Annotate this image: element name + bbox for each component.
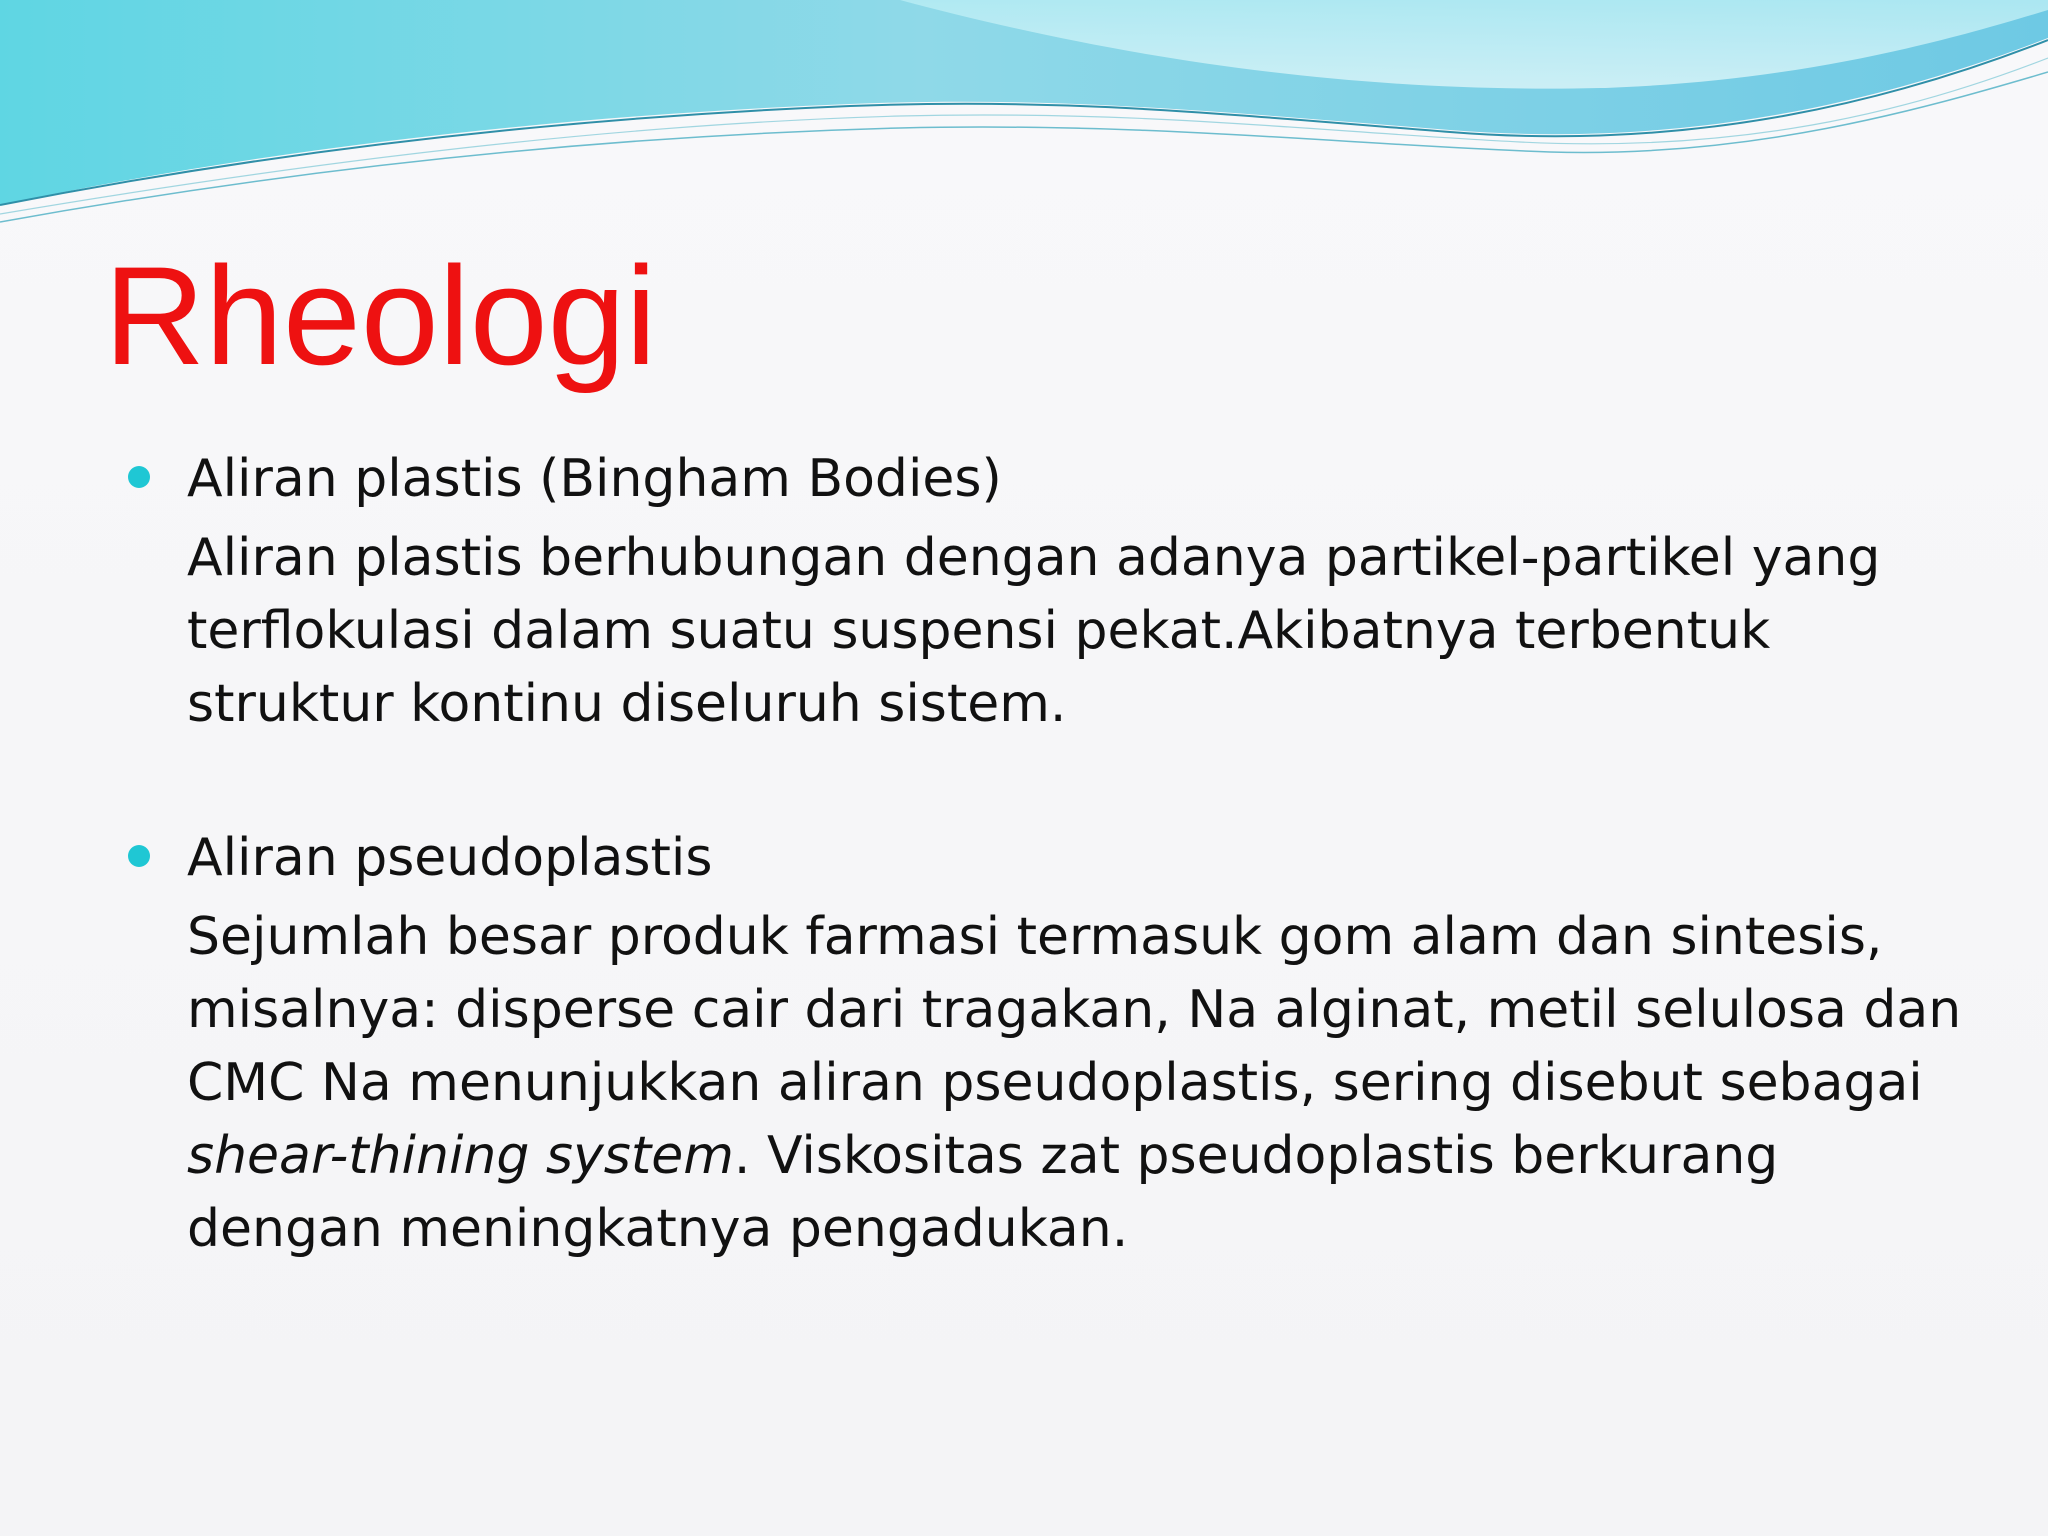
bullet-item-plastis — [124, 440, 1984, 741]
bullet-list — [124, 440, 1984, 1266]
bullet-body-text — [187, 901, 1984, 1266]
body-text-part: . Viskositas zat pseudoplastis berkurang dengan meningkatnya pengadukan. — [187, 1126, 1779, 1259]
bullet-heading: Aliran pseudoplastis — [187, 828, 713, 888]
bullet-item-pseudoplastis — [124, 819, 1984, 1266]
body-text-part: Sejumlah besar produk farmasi termasuk gom alam dan sintesis, misalnya: disperse cair dari tragakan, Na alginat, metil selulosa dan CMC Na menunjukkan aliran pseudoplastis, sering disebut sebagai — [187, 907, 1962, 1113]
slide-title: Rheologi — [104, 237, 657, 394]
bullet-dot-icon — [128, 466, 150, 488]
bullet-dot-icon — [128, 845, 150, 867]
bullet-heading: Aliran plastis (Bingham Bodies) — [187, 449, 1002, 509]
header-wave-decoration — [0, 0, 2048, 260]
bullet-body-text: Aliran plastis berhubungan dengan adanya partikel-partikel yang terflokulasi dalam suatu suspensi pekat.Akibatnya terbentuk struktur kontinu diseluruh sistem. — [187, 528, 1881, 734]
body-emphasis: shear-thining system — [187, 1126, 734, 1186]
